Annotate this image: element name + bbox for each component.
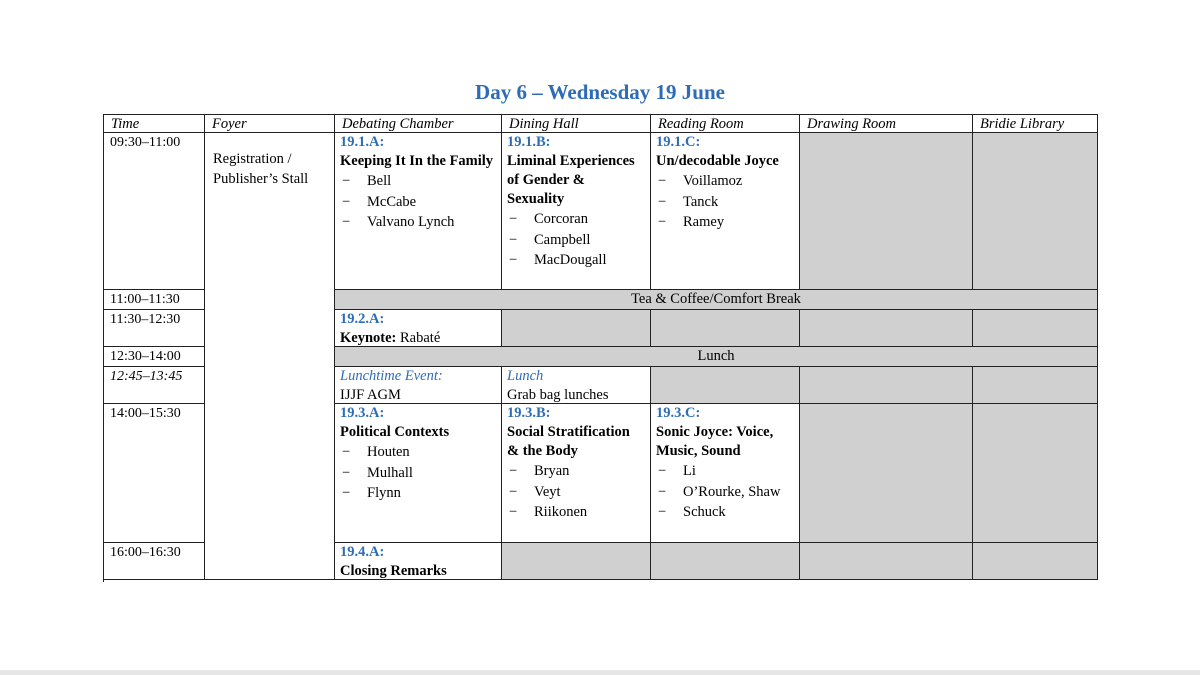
speaker-item: − McCabe — [340, 192, 496, 213]
speaker-name: Veyt — [534, 483, 561, 500]
session-title: Political Contexts — [340, 424, 450, 440]
header-dining-hall: Dining Hall — [502, 115, 651, 133]
session-code: 19.1.A: — [340, 134, 385, 150]
lunchtime-event — [335, 367, 502, 404]
time-cell: 16:00–16:30 — [104, 543, 205, 580]
header-reading-room: Reading Room — [651, 115, 800, 133]
empty-cell — [651, 367, 800, 404]
speaker-name: Ramey — [683, 214, 725, 230]
break-tea-coffee: Tea & Coffee/Comfort Break — [335, 290, 1098, 310]
header-drawing-room: Drawing Room — [800, 115, 973, 133]
session-19-3-c — [651, 404, 800, 543]
session-19-2-a — [335, 310, 502, 347]
speaker-name: McCabe — [367, 193, 417, 210]
speaker-item: − Ramey — [656, 212, 794, 233]
empty-cell — [973, 543, 1098, 580]
page-bottom-band — [0, 670, 1200, 675]
session-title: Closing Remarks — [340, 563, 447, 579]
speaker-item: − MacDougall — [507, 250, 645, 271]
session-19-3-b — [502, 404, 651, 543]
empty-cell — [502, 543, 651, 580]
lunchtime-event-label: Lunchtime Event: — [340, 368, 443, 384]
time-cell: 12:45–13:45 — [104, 367, 205, 404]
session-title: Social Stratification & the Body — [507, 424, 630, 459]
speaker-name: Flynn — [367, 485, 401, 501]
time-cell: 11:00–11:30 — [104, 290, 205, 310]
speaker-item: − Flynn — [340, 483, 496, 504]
speaker-name: Bryan — [534, 463, 570, 479]
speaker-item: − Houten — [340, 442, 496, 463]
session-19-3-a — [335, 404, 502, 543]
empty-cell — [651, 310, 800, 347]
header-bridie-library: Bridie Library — [973, 115, 1098, 133]
speaker-item: − Li — [656, 461, 794, 482]
keynote-speaker: Rabaté — [400, 330, 441, 346]
speaker-name: Valvano Lynch — [367, 214, 455, 230]
session-code: 19.3.B: — [507, 405, 551, 421]
empty-cell — [800, 404, 973, 543]
lunch-label: Lunch — [507, 368, 544, 384]
session-19-1-a — [335, 133, 502, 290]
time-cell: 12:30–14:00 — [104, 347, 205, 367]
speaker-name: O’Rourke, Shaw — [683, 483, 781, 500]
empty-cell — [973, 133, 1098, 290]
session-code: 19.1.C: — [656, 134, 701, 150]
time-cell: 09:30–11:00 — [104, 133, 205, 290]
empty-cell — [800, 310, 973, 347]
session-19-1-b — [502, 133, 651, 290]
break-lunch: Lunch — [335, 347, 1098, 367]
speaker-item: − O’Rourke, Shaw — [656, 482, 794, 503]
speaker-item: − Mulhall — [340, 463, 496, 484]
header-foyer: Foyer — [205, 115, 335, 133]
lunch-dining — [502, 367, 651, 404]
speaker-name: Bell — [367, 173, 392, 189]
session-title: Liminal Experiences of Gender & Sexuality — [507, 153, 635, 207]
time-cell: 14:00–15:30 — [104, 404, 205, 543]
empty-cell — [800, 133, 973, 290]
empty-cell — [502, 310, 651, 347]
speaker-item: − Riikonen — [507, 502, 645, 523]
speaker-name: Li — [683, 463, 696, 479]
empty-cell — [973, 310, 1098, 347]
session-19-4-a — [335, 543, 502, 580]
header-time: Time — [104, 115, 205, 133]
speaker-item: − Valvano Lynch — [340, 212, 496, 233]
lunchtime-event-text: IJJF AGM — [340, 387, 401, 403]
speaker-name: Riikonen — [534, 504, 588, 520]
speaker-name: Tanck — [683, 193, 719, 210]
speaker-item: − Tanck — [656, 192, 794, 213]
speaker-item: − Bryan — [507, 461, 645, 482]
speaker-name: Campbell — [534, 231, 591, 248]
foyer-cell: Registration / Publisher’s Stall — [205, 133, 335, 580]
empty-cell — [800, 543, 973, 580]
speaker-name: Corcoran — [534, 211, 588, 227]
speaker-name: Voillamoz — [683, 173, 743, 189]
session-code: 19.4.A: — [340, 544, 385, 560]
session-title: Un/decodable Joyce — [656, 153, 779, 169]
speaker-item: − Campbell — [507, 230, 645, 251]
speaker-name: Houten — [367, 444, 410, 460]
speaker-item: − Bell — [340, 171, 496, 192]
speaker-name: Schuck — [683, 504, 726, 520]
session-19-1-c — [651, 133, 800, 290]
keynote-label: Keynote: — [340, 330, 397, 346]
empty-cell — [973, 404, 1098, 543]
speaker-item: − Schuck — [656, 502, 794, 523]
session-title: Sonic Joyce: Voice, Music, Sound — [656, 424, 774, 459]
page-title: Day 6 – Wednesday 19 June — [475, 80, 725, 104]
empty-cell — [800, 367, 973, 404]
session-title: Keeping It In the Family — [340, 153, 494, 169]
empty-cell — [651, 543, 800, 580]
speaker-name: Mulhall — [367, 464, 413, 481]
time-cell: 11:30–12:30 — [104, 310, 205, 347]
speaker-item: − Corcoran — [507, 209, 645, 230]
session-code: 19.3.A: — [340, 405, 385, 421]
schedule-table — [103, 114, 1098, 582]
empty-cell — [973, 367, 1098, 404]
speaker-item: − Voillamoz — [656, 171, 794, 192]
lunch-text: Grab bag lunches — [507, 387, 609, 403]
session-code: 19.3.C: — [656, 405, 701, 421]
speaker-item: − Veyt — [507, 482, 645, 503]
session-code: 19.2.A: — [340, 311, 385, 327]
header-debating-chamber: Debating Chamber — [335, 115, 502, 133]
speaker-name: MacDougall — [534, 252, 607, 268]
session-code: 19.1.B: — [507, 134, 551, 150]
